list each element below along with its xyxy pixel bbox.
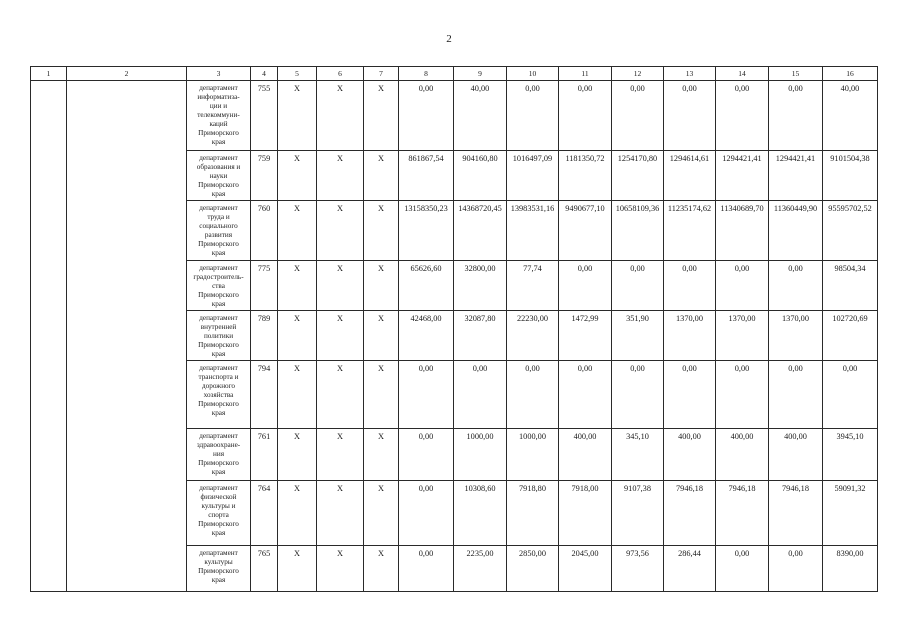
- mark-cell: X: [317, 546, 364, 592]
- amount-cell: 7918,80: [507, 481, 559, 546]
- amount-cell: 0,00: [454, 361, 507, 429]
- amount-cell: 13983531,16: [507, 201, 559, 261]
- amount-cell: 65626,60: [399, 261, 454, 311]
- amount-cell: 11360449,90: [769, 201, 823, 261]
- department-cell: департамент образования и науки Приморского края: [187, 151, 251, 201]
- amount-cell: 1016497,09: [507, 151, 559, 201]
- empty-merged-cell-col2: [67, 81, 187, 592]
- total-cell: 0,00: [823, 361, 878, 429]
- amount-cell: 0,00: [769, 361, 823, 429]
- code-cell: 765: [251, 546, 278, 592]
- amount-cell: 0,00: [399, 546, 454, 592]
- amount-cell: 0,00: [559, 261, 612, 311]
- page-number: 2: [446, 33, 452, 45]
- amount-cell: 400,00: [769, 429, 823, 481]
- amount-cell: 0,00: [716, 546, 769, 592]
- department-cell: департамент физической культуры и спорта Приморского края: [187, 481, 251, 546]
- amount-cell: 1254170,80: [612, 151, 664, 201]
- amount-cell: 1294421,41: [716, 151, 769, 201]
- amount-cell: 0,00: [399, 81, 454, 151]
- code-cell: 794: [251, 361, 278, 429]
- amount-cell: 7946,18: [716, 481, 769, 546]
- total-cell: 40,00: [823, 81, 878, 151]
- mark-cell: X: [278, 151, 317, 201]
- total-cell: 3945,10: [823, 429, 878, 481]
- total-cell: 8390,00: [823, 546, 878, 592]
- amount-cell: 1294614,61: [664, 151, 716, 201]
- column-number-header: 6: [317, 67, 364, 81]
- mark-cell: X: [364, 201, 399, 261]
- mark-cell: X: [278, 81, 317, 151]
- code-cell: 761: [251, 429, 278, 481]
- amount-cell: 0,00: [507, 361, 559, 429]
- amount-cell: 2850,00: [507, 546, 559, 592]
- amount-cell: 13158350,23: [399, 201, 454, 261]
- code-cell: 789: [251, 311, 278, 361]
- mark-cell: X: [364, 261, 399, 311]
- amount-cell: 973,56: [612, 546, 664, 592]
- amount-cell: 1294421,41: [769, 151, 823, 201]
- mark-cell: X: [317, 261, 364, 311]
- table-row: [31, 81, 878, 151]
- column-number-header: 15: [769, 67, 823, 81]
- total-cell: 9101504,38: [823, 151, 878, 201]
- code-cell: 760: [251, 201, 278, 261]
- amount-cell: 40,00: [454, 81, 507, 151]
- code-cell: 775: [251, 261, 278, 311]
- amount-cell: 10308,60: [454, 481, 507, 546]
- mark-cell: X: [278, 546, 317, 592]
- mark-cell: X: [317, 481, 364, 546]
- column-number-header: 2: [67, 67, 187, 81]
- column-number-header: 13: [664, 67, 716, 81]
- code-cell: 764: [251, 481, 278, 546]
- amount-cell: 9490677,10: [559, 201, 612, 261]
- mark-cell: X: [278, 361, 317, 429]
- mark-cell: X: [317, 361, 364, 429]
- column-number-header: 9: [454, 67, 507, 81]
- department-cell: департамент градостроитель- ства Приморского края: [187, 261, 251, 311]
- amount-cell: 77,74: [507, 261, 559, 311]
- amount-cell: 1370,00: [716, 311, 769, 361]
- mark-cell: X: [364, 151, 399, 201]
- column-number-header: 16: [823, 67, 878, 81]
- amount-cell: 0,00: [769, 546, 823, 592]
- amount-cell: 286,44: [664, 546, 716, 592]
- amount-cell: 32800,00: [454, 261, 507, 311]
- mark-cell: X: [278, 311, 317, 361]
- amount-cell: 400,00: [716, 429, 769, 481]
- amount-cell: 9107,38: [612, 481, 664, 546]
- column-number-header: 3: [187, 67, 251, 81]
- amount-cell: 0,00: [664, 261, 716, 311]
- empty-merged-cell-col1: [31, 81, 67, 592]
- mark-cell: X: [317, 311, 364, 361]
- amount-cell: 0,00: [716, 261, 769, 311]
- amount-cell: 0,00: [507, 81, 559, 151]
- column-number-header: 8: [399, 67, 454, 81]
- column-number-header: 12: [612, 67, 664, 81]
- mark-cell: X: [278, 481, 317, 546]
- amount-cell: 0,00: [716, 361, 769, 429]
- amount-cell: 904160,80: [454, 151, 507, 201]
- column-number-row: [31, 67, 878, 81]
- amount-cell: 10658109,36: [612, 201, 664, 261]
- amount-cell: 7946,18: [664, 481, 716, 546]
- amount-cell: 0,00: [612, 261, 664, 311]
- amount-cell: 0,00: [664, 361, 716, 429]
- amount-cell: 0,00: [612, 81, 664, 151]
- department-cell: департамент культуры Приморского края: [187, 546, 251, 592]
- mark-cell: X: [364, 429, 399, 481]
- mark-cell: X: [278, 261, 317, 311]
- amount-cell: 32087,80: [454, 311, 507, 361]
- mark-cell: X: [317, 429, 364, 481]
- amount-cell: 0,00: [769, 261, 823, 311]
- amount-cell: 0,00: [559, 81, 612, 151]
- amount-cell: 7946,18: [769, 481, 823, 546]
- amount-cell: 351,90: [612, 311, 664, 361]
- column-number-header: 7: [364, 67, 399, 81]
- amount-cell: 7918,00: [559, 481, 612, 546]
- department-cell: департамент труда и социального развития Приморского края: [187, 201, 251, 261]
- column-number-header: 5: [278, 67, 317, 81]
- amount-cell: 0,00: [769, 81, 823, 151]
- amount-cell: 1370,00: [664, 311, 716, 361]
- amount-cell: 22230,00: [507, 311, 559, 361]
- mark-cell: X: [317, 81, 364, 151]
- department-cell: департамент информатиза- ции и телекоммуни- каций Приморского края: [187, 81, 251, 151]
- amount-cell: 345,10: [612, 429, 664, 481]
- column-number-header: 10: [507, 67, 559, 81]
- mark-cell: X: [364, 481, 399, 546]
- department-cell: департамент транспорта и дорожного хозяйства Приморского края: [187, 361, 251, 429]
- amount-cell: 0,00: [716, 81, 769, 151]
- code-cell: 759: [251, 151, 278, 201]
- total-cell: 98504,34: [823, 261, 878, 311]
- department-cell: департамент внутренней политики Приморского края: [187, 311, 251, 361]
- amount-cell: 0,00: [664, 81, 716, 151]
- amount-cell: 42468,00: [399, 311, 454, 361]
- column-number-header: 11: [559, 67, 612, 81]
- amount-cell: 1000,00: [507, 429, 559, 481]
- department-cell: департамент здравоохране- ния Приморского края: [187, 429, 251, 481]
- mark-cell: X: [278, 429, 317, 481]
- amount-cell: 2235,00: [454, 546, 507, 592]
- total-cell: 102720,69: [823, 311, 878, 361]
- amount-cell: 861867,54: [399, 151, 454, 201]
- mark-cell: X: [364, 81, 399, 151]
- amount-cell: 11340689,70: [716, 201, 769, 261]
- amount-cell: 14368720,45: [454, 201, 507, 261]
- amount-cell: 0,00: [559, 361, 612, 429]
- amount-cell: 0,00: [612, 361, 664, 429]
- mark-cell: X: [317, 201, 364, 261]
- amount-cell: 1472,99: [559, 311, 612, 361]
- amount-cell: 400,00: [664, 429, 716, 481]
- mark-cell: X: [364, 546, 399, 592]
- budget-table: [30, 66, 878, 592]
- amount-cell: 1181350,72: [559, 151, 612, 201]
- mark-cell: X: [317, 151, 364, 201]
- mark-cell: X: [364, 361, 399, 429]
- amount-cell: 1000,00: [454, 429, 507, 481]
- total-cell: 59091,32: [823, 481, 878, 546]
- amount-cell: 0,00: [399, 429, 454, 481]
- mark-cell: X: [278, 201, 317, 261]
- amount-cell: 0,00: [399, 361, 454, 429]
- amount-cell: 2045,00: [559, 546, 612, 592]
- amount-cell: 400,00: [559, 429, 612, 481]
- column-number-header: 4: [251, 67, 278, 81]
- column-number-header: 14: [716, 67, 769, 81]
- column-number-header: 1: [31, 67, 67, 81]
- code-cell: 755: [251, 81, 278, 151]
- mark-cell: X: [364, 311, 399, 361]
- amount-cell: 11235174,62: [664, 201, 716, 261]
- amount-cell: 1370,00: [769, 311, 823, 361]
- total-cell: 95595702,52: [823, 201, 878, 261]
- amount-cell: 0,00: [399, 481, 454, 546]
